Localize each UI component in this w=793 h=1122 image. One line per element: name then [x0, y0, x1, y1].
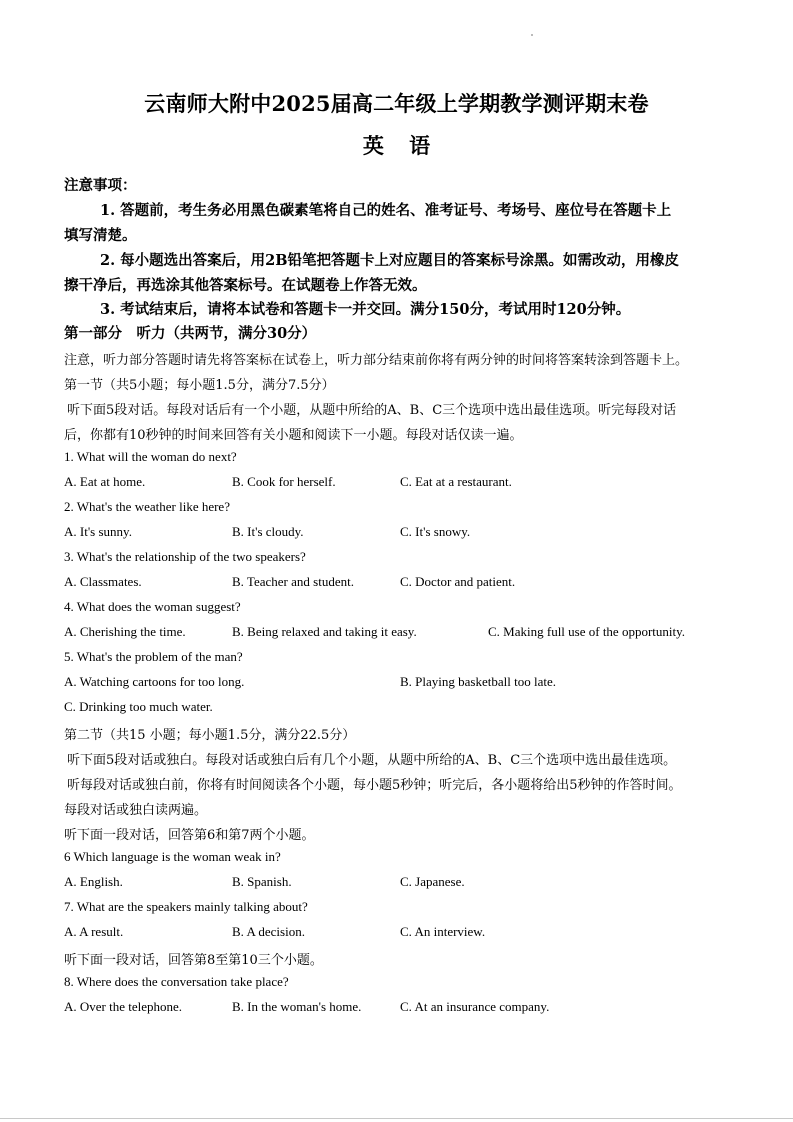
exam-title: 云南师大附中2025届高二年级上学期教学测评期末卷	[144, 91, 649, 116]
option-c: C. It's snowy.	[400, 524, 471, 539]
option-b: B. A decision.	[232, 924, 305, 939]
option-b: B. Cook for herself.	[232, 474, 336, 489]
section1-instruction-line-2: 后，你都有10秒钟的时间来回答有关小题和阅读下一小题。每段对话仅读一遍。	[64, 428, 523, 443]
option-c: C. Drinking too much water.	[64, 699, 213, 714]
option-b: B. Teacher and student.	[232, 574, 354, 589]
option-b: B. Spanish.	[232, 874, 292, 889]
question-stem: 7. What are the speakers mainly talking about?	[64, 899, 308, 914]
section2-instruction-line-2: 听每段对话或独白前，你将有时间阅读各个小题，每小题5秒钟；听完后，各小题将给出5秒钟的作答时间。	[67, 778, 682, 793]
question-stem: 8. Where does the conversation take place?	[64, 974, 289, 989]
option-b: B. In the woman's home.	[232, 999, 362, 1014]
notice-item-2-line-2: 擦干净后，再选涂其他答案标号。在试题卷上作答无效。	[64, 277, 427, 294]
option-b: B. Being relaxed and taking it easy.	[232, 624, 417, 639]
option-b: B. Playing basketball too late.	[400, 674, 556, 689]
option-c: C. Japanese.	[400, 874, 465, 889]
notice-item-1-line-2: 填写清楚。	[64, 227, 137, 244]
question-stem: 5. What's the problem of the man?	[64, 649, 243, 664]
section2-instruction-line-1: 听下面5段对话或独白。每段对话或独白后有几个小题，从题中所给的A、B、C三个选项中选出最佳选项。	[67, 753, 677, 768]
scan-speck	[531, 34, 533, 36]
notice-heading: 注意事项：	[64, 177, 137, 194]
option-c: C. Making full use of the opportunity.	[488, 624, 686, 639]
option-c: C. An interview.	[400, 924, 486, 939]
section2-heading: 第二节（共15 小题；每小题1.5分，满分22.5分）	[64, 728, 356, 743]
notice-item-1-line-1: 1. 答题前，考生务必用黑色碳素笔将自己的姓名、准考证号、考场号、座位号在答题卡上	[100, 202, 672, 219]
notice-item-2-line-1: 2. 每小题选出答案后，用2B铅笔把答题卡上对应题目的答案标号涂黑。如需改动，用橡皮	[100, 252, 680, 269]
option-a: A. A result.	[64, 924, 124, 939]
option-a: A. Classmates.	[64, 574, 142, 589]
section1-instruction-line-1: 听下面5段对话。每段对话后有一个小题，从题中所给的A、B、C三个选项中选出最佳选项。听完每段对话	[67, 403, 677, 418]
dialogue-group-2-instruction: 听下面一段对话，回答第8至第10三个小题。	[64, 953, 323, 968]
question-stem: 2. What's the weather like here?	[64, 499, 230, 514]
option-c: C. Eat at a restaurant.	[400, 474, 512, 489]
question-stem: 6 Which language is the woman weak in?	[64, 849, 281, 864]
question-stem: 3. What's the relationship of the two speakers?	[64, 549, 306, 564]
notice-item-3: 3. 考试结束后，请将本试卷和答题卡一并交回。满分150分，考试用时120分钟。	[100, 301, 631, 318]
question-stem: 4. What does the woman suggest?	[64, 599, 241, 614]
option-a: A. English.	[64, 874, 123, 889]
question-stem: 1. What will the woman do next?	[64, 449, 237, 464]
section1-heading: 第一节（共5小题；每小题1.5分，满分7.5分）	[64, 378, 335, 393]
option-c: C. At an insurance company.	[400, 999, 550, 1014]
option-c: C. Doctor and patient.	[400, 574, 516, 589]
page-bottom-rule	[0, 1118, 793, 1119]
option-a: A. Over the telephone.	[64, 999, 183, 1014]
part1-heading: 第一部分 听力（共两节，满分30分）	[64, 325, 317, 342]
subject-title: 英 语	[362, 133, 431, 158]
dialogue-group-1-instruction: 听下面一段对话，回答第6和第7两个小题。	[64, 828, 315, 843]
option-a: A. Cherishing the time.	[64, 624, 186, 639]
option-a: A. Watching cartoons for too long.	[64, 674, 245, 689]
option-a: A. Eat at home.	[64, 474, 146, 489]
section2-instruction-line-3: 每段对话或独白读两遍。	[64, 803, 208, 818]
option-a: A. It's sunny.	[64, 524, 132, 539]
option-b: B. It's cloudy.	[232, 524, 304, 539]
part1-note: 注意，听力部分答题时请先将答案标在试卷上，听力部分结束前你将有两分钟的时间将答案转涂到答题卡上。	[64, 353, 689, 368]
